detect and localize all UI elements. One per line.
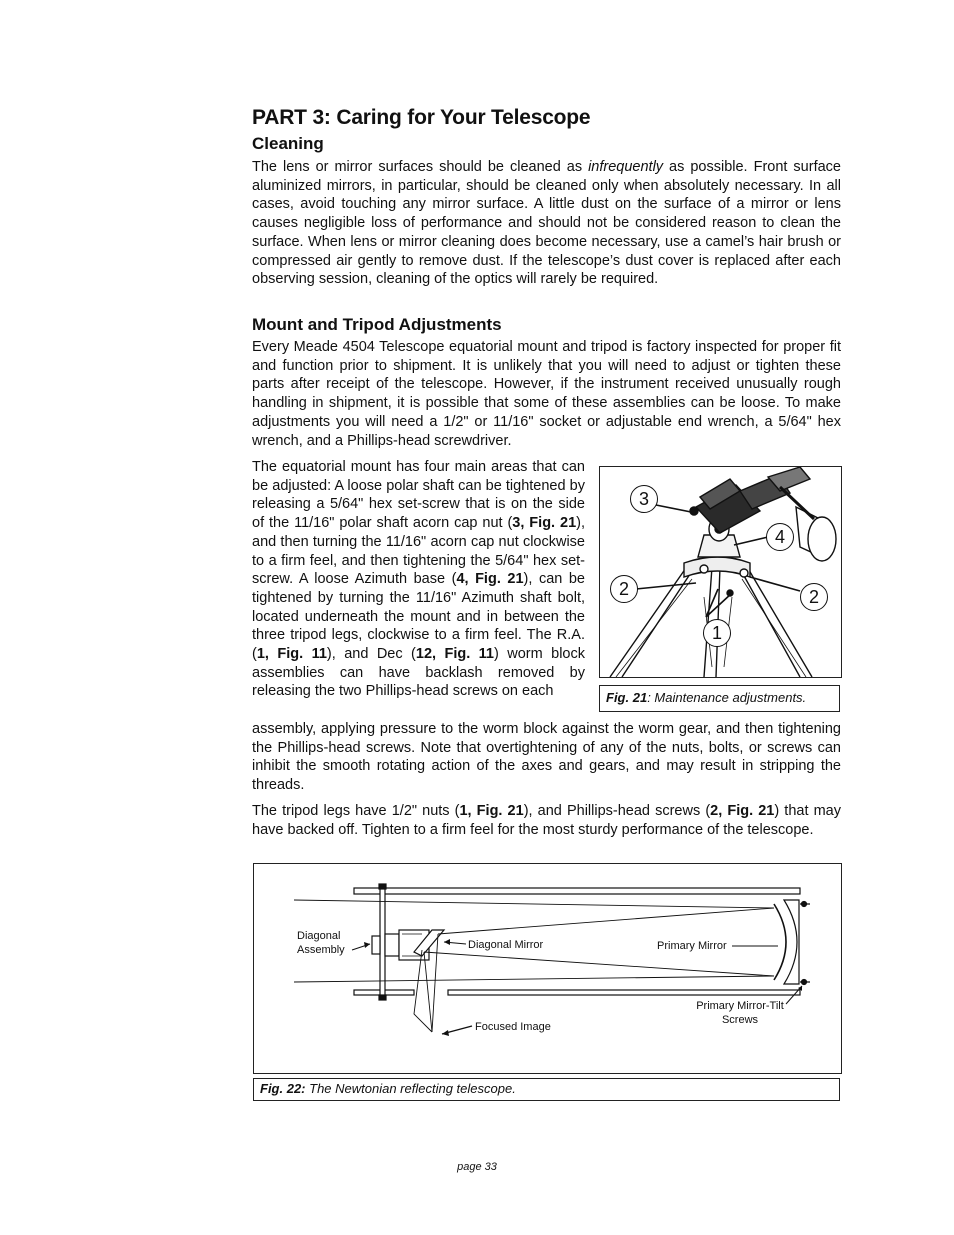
- mount-paragraph-1: Every Meade 4504 Telescope equatorial mount and tripod is factory inspected for proper fit and function prior to shipment. It is unlikely that you will need to adjust or tighten these parts after receipt of the telescope. However, if the instrument received unusually rough handling in shipment, it is possible that some of these assemblies can be loose. To make adjustments you will need a 1/2" or 11/16" socket or adjustable end wrench, a 5/64" hex wrench, and a Phillips-head screwdriver.: [252, 339, 841, 449]
- mount-paragraph-2: The equatorial mount has four main areas that can be adjusted: A loose polar shaft can be tightened by releasing a 5/64" hex set-screw that is on the side of the 11/16" polar shaft acorn cap nut (3, Fig. 21), and then turning the 11/16" acorn cap nut clockwise to a firm feel, and then tightening the 5/64" hex set-screw. A loose Azimuth base (4, Fig. 21), can be tightened by turning the 11/16" Azimuth shaft bolt, located underneath the mount and in between the three tripod legs, clockwise to a firm feel. The R.A. (1, Fig. 11), and Dec (12, Fig. 11) worm block assemblies can have backlash removed by releasing the two Phillips-head screws on each: [252, 459, 585, 700]
- callout-2-left: 2: [610, 575, 638, 603]
- cleaning-paragraph: The lens or mirror surfaces should be cleaned as infrequently as possible. Front surface aluminized mirrors, in particular, should be cleaned only when absolutely necessary. In all cases, avoid touching any mirror surface. A little dust on the surface of a mirror or lens causes negligible loss of performance and should not be considered reason to clean the surface. When lens or mirror cleaning does become necessary, use a camel’s hair brush or compressed air gently to remove dust. If the telescope’s dust cover is replaced after each observing session, cleaning of the optics will rarely be required.: [252, 159, 841, 288]
- callout-4: 4: [766, 523, 794, 551]
- callout-1: 1: [703, 619, 731, 647]
- label-diagonal-mirror: Diagonal Mirror: [468, 939, 544, 951]
- label-diagonal-assembly: Diagonal Assembly: [297, 930, 345, 956]
- fig22-newtonian-diagram: [254, 864, 841, 1073]
- fig21-caption: Fig. 21: Maintenance adjustments.: [599, 685, 840, 712]
- callout-3: 3: [630, 485, 658, 513]
- callout-2-right: 2: [800, 583, 828, 611]
- emphasis-infrequently: infrequently: [588, 159, 664, 175]
- fig21-illustration: [599, 466, 842, 678]
- cleaning-heading: Cleaning: [252, 134, 324, 153]
- fig22-illustration: [253, 863, 842, 1074]
- page-number: page 33: [457, 1161, 497, 1173]
- mount-heading: Mount and Tripod Adjustments: [252, 315, 502, 334]
- mount-paragraph-2-continued: assembly, applying pressure to the worm block against the worm gear, and then tightening the Phillips-head screws. Note that overtightening of any of the nuts, bolts, or screws can inhibit the smooth rotating action of the axes and gears, and may result in stripping the threads.: [252, 721, 841, 794]
- fig22-caption: Fig. 22: The Newtonian reflecting telescope.: [253, 1078, 840, 1101]
- label-primary-mirror-tilt-screws: Primary Mirror-Tilt Screws: [696, 1000, 784, 1026]
- label-primary-mirror: Primary Mirror: [657, 940, 727, 952]
- page-title: PART 3: Caring for Your Telescope: [252, 106, 591, 129]
- mount-paragraph-3: The tripod legs have 1/2" nuts (1, Fig. 21), and Phillips-head screws (2, Fig. 21) that may have backed off. Tighten to a firm feel for the most sturdy performance of the telescope.: [252, 803, 841, 838]
- label-focused-image: Focused Image: [475, 1021, 551, 1033]
